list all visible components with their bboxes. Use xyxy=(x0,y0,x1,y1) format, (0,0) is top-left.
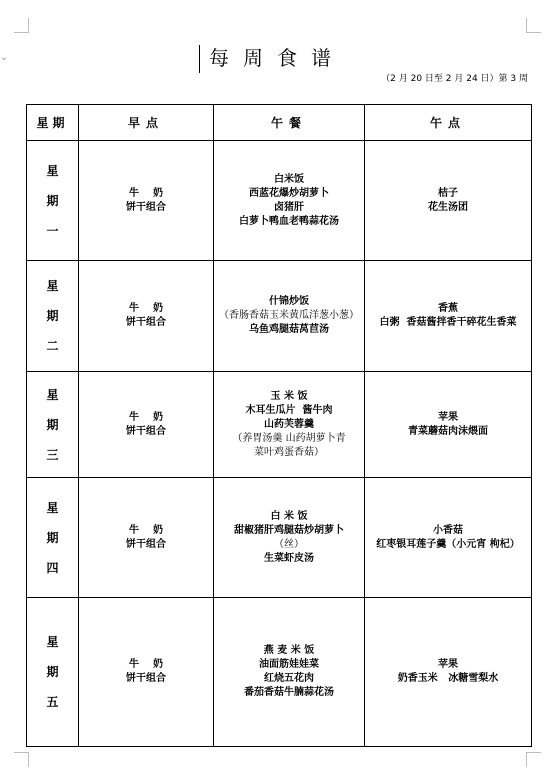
page-title xyxy=(0,45,554,71)
snack-cell xyxy=(365,598,532,747)
breakfast-cell-line: 牛 奶 xyxy=(129,187,163,199)
snack-cell xyxy=(365,372,532,478)
lunch-cell-line: 山药芙蓉羹 xyxy=(264,418,314,430)
lunch-cell xyxy=(214,372,365,478)
breakfast-cell-line: 饼干组合 xyxy=(126,538,166,550)
day-char: 五 xyxy=(46,695,59,709)
snack-cell-line: 香蕉 xyxy=(438,303,458,314)
day-char: 二 xyxy=(46,339,59,353)
lunch-cell-line: 红烧五花肉 xyxy=(264,673,314,684)
lunch-cell-line: （丝） xyxy=(274,538,304,550)
day-char: 星 xyxy=(46,635,59,649)
table-row xyxy=(27,372,532,478)
lunch-cell-line: 番茄香菇牛腩蒜花汤 xyxy=(244,687,334,698)
lunch-cell-line: 什锦炒饭 xyxy=(269,296,309,307)
day-char: 星 xyxy=(46,163,59,178)
snack-cell-line: 奶香玉米 冰糖雪梨水 xyxy=(397,673,499,684)
lunch-cell-line: 生菜虾皮汤 xyxy=(264,552,314,564)
snack-cell-line: 苹果 xyxy=(438,659,458,670)
breakfast-cell xyxy=(79,141,214,261)
menu-table xyxy=(26,104,532,747)
day-cell xyxy=(27,478,79,598)
header-lunch: 午餐 xyxy=(214,105,365,141)
table-row xyxy=(27,261,532,372)
lunch-cell-line: 白 米 饭 xyxy=(270,510,308,522)
day-cell xyxy=(27,141,79,261)
breakfast-cell-line: 饼干组合 xyxy=(126,201,166,213)
day-char: 星 xyxy=(46,387,59,402)
lunch-cell xyxy=(214,141,365,261)
breakfast-cell xyxy=(79,261,214,372)
breakfast-cell-line: 饼干组合 xyxy=(126,317,166,328)
breakfast-cell-line: 牛 奶 xyxy=(129,524,163,536)
lunch-cell-line: 油面筋娃娃菜 xyxy=(259,659,319,670)
snack-cell-line: 苹果 xyxy=(438,411,458,423)
breakfast-cell xyxy=(79,478,214,598)
day-char: 期 xyxy=(46,665,59,679)
lunch-cell-line: 菜叶鸡蛋香菇） xyxy=(254,446,324,458)
header-breakfast: 早点 xyxy=(79,105,214,141)
breakfast-cell-line: 牛 奶 xyxy=(129,411,163,423)
day-char: 三 xyxy=(46,447,59,462)
lunch-cell-line: 玉 米 饭 xyxy=(270,390,308,402)
day-char: 期 xyxy=(46,417,59,432)
header-day: 星期 xyxy=(27,105,79,141)
snack-cell xyxy=(365,261,532,372)
lunch-cell-line: 乌鱼鸡腿菇莴苣汤 xyxy=(249,324,329,335)
table-row xyxy=(27,478,532,598)
day-char: 期 xyxy=(46,309,59,323)
lunch-cell-line: 西蓝花爆炒胡萝卜 xyxy=(249,187,329,199)
day-char: 星 xyxy=(46,500,59,515)
crop-mark-bottom-right xyxy=(526,752,541,767)
snack-cell xyxy=(365,141,532,261)
margin-marker-icon: ⌄ xyxy=(0,52,9,63)
lunch-cell-line: 木耳生瓜片 酱牛肉 xyxy=(245,404,333,416)
breakfast-cell xyxy=(79,598,214,747)
breakfast-cell-line: 饼干组合 xyxy=(126,673,166,684)
text-cursor xyxy=(199,45,200,73)
day-char: 四 xyxy=(46,560,59,575)
header-row xyxy=(27,105,532,141)
lunch-cell xyxy=(214,478,365,598)
breakfast-cell-line: 牛 奶 xyxy=(129,303,163,314)
day-cell xyxy=(27,261,79,372)
lunch-cell-line: 白萝卜鸭血老鸭蒜花汤 xyxy=(239,215,339,227)
day-cell xyxy=(27,372,79,478)
day-char: 一 xyxy=(46,223,59,238)
snack-cell xyxy=(365,478,532,598)
snack-cell-line: 小香菇 xyxy=(433,524,463,536)
lunch-cell-line: 燕 麦 米 饭 xyxy=(263,645,315,656)
crop-mark-top-right xyxy=(526,18,541,33)
snack-cell-line: 红枣银耳莲子羹（小元宵 枸杞） xyxy=(376,538,520,550)
lunch-cell-line: 甜椒猪肝鸡腿菇炒胡萝卜 xyxy=(234,524,344,536)
day-char: 期 xyxy=(46,530,59,545)
breakfast-cell xyxy=(79,372,214,478)
lunch-cell xyxy=(214,598,365,747)
crop-mark-bottom-left xyxy=(14,752,29,767)
snack-cell-line: 青菜蘑菇肉沫煨面 xyxy=(408,425,488,437)
snack-cell-line: 花生汤团 xyxy=(428,201,468,213)
lunch-cell-line: 白米饭 xyxy=(274,173,304,185)
breakfast-cell-line: 饼干组合 xyxy=(126,425,166,437)
lunch-cell-line: 卤猪肝 xyxy=(274,201,304,213)
lunch-cell-line: （养胃汤羹 山药胡萝卜青 xyxy=(232,432,346,444)
crop-mark-top-left xyxy=(14,18,29,33)
title-text: 每周食谱 xyxy=(209,46,345,70)
breakfast-cell-line: 牛 奶 xyxy=(129,659,163,670)
snack-cell-line: 白粥 香菇酱拌香干碎花生香菜 xyxy=(379,317,517,328)
day-char: 期 xyxy=(46,193,59,208)
lunch-cell-line: （香肠香菇玉米黄瓜洋葱小葱） xyxy=(219,310,359,321)
table-row xyxy=(27,141,532,261)
header-snack: 午点 xyxy=(365,105,532,141)
lunch-cell xyxy=(214,261,365,372)
date-range: （2 月 20 日至 2 月 24 日）第 3 周 xyxy=(381,74,528,84)
table-row xyxy=(27,598,532,747)
day-cell xyxy=(27,598,79,747)
day-char: 星 xyxy=(46,279,59,293)
snack-cell-line: 桔子 xyxy=(438,187,458,199)
